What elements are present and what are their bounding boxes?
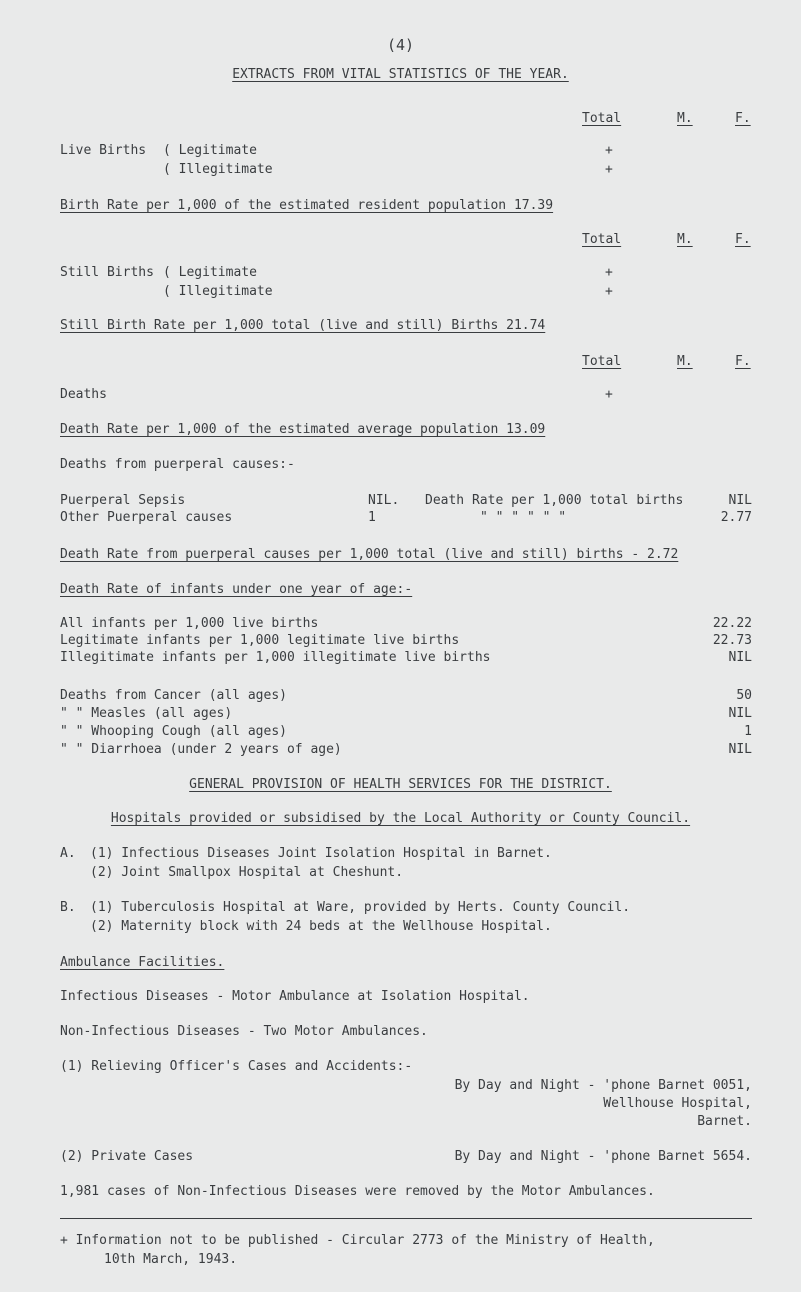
col-header-total: Total [582, 111, 622, 126]
private-label: (2) Private Cases [60, 1149, 194, 1164]
relieving-line3: Barnet. [697, 1114, 752, 1129]
relieving-label: (1) Relieving Officer's Cases and Accidents:- [60, 1059, 413, 1074]
infant-legit-label: Legitimate infants per 1,000 legitimate live births [60, 633, 460, 648]
still-birth-rate: Still Birth Rate per 1,000 total (live and still) Births 21.74 [60, 318, 546, 333]
death-rate: Death Rate per 1,000 of the estimated average population 13.09 [60, 422, 546, 437]
ambulance-infectious: Infectious Diseases - Motor Ambulance at Isolation Hospital. [60, 989, 530, 1004]
still-births-illegitimate-total: + [605, 284, 613, 299]
measles-value: NIL [728, 706, 752, 721]
still-births-label: Still Births [60, 265, 154, 280]
general-heading: GENERAL PROVISION OF HEALTH SERVICES FOR THE DISTRICT. [189, 777, 612, 792]
footnote-line2: 10th March, 1943. [104, 1252, 238, 1267]
col-header-f: F. [735, 111, 751, 126]
infant-legit-value: 22.73 [712, 633, 752, 648]
still-births-legitimate: ( Legitimate [163, 265, 257, 280]
other-puerperal-desc: " " " " " " [480, 510, 567, 525]
hospital-a1: (1) Infectious Diseases Joint Isolation Hospital in Barnet. [90, 846, 552, 861]
puerperal-sepsis-desc: Death Rate per 1,000 total births [425, 493, 684, 508]
other-puerperal-count: 1 [368, 510, 376, 525]
puerperal-sepsis-label: Puerperal Sepsis [60, 493, 186, 508]
footnote-line1: + Information not to be published - Circular 2773 of the Ministry of Health, [60, 1233, 655, 1248]
birth-rate: Birth Rate per 1,000 of the estimated resident population 17.39 [60, 198, 554, 213]
puerperal-sepsis-value: NIL [728, 493, 752, 508]
live-births-illegitimate-total: + [605, 162, 613, 177]
infant-illegit-label: Illegitimate infants per 1,000 illegitimate live births [60, 650, 491, 665]
diarrhoea-label: " " Diarrhoea (under 2 years of age) [60, 742, 342, 757]
puerperal-sepsis-count: NIL. [368, 493, 400, 508]
puerperal-rate: Death Rate from puerperal causes per 1,000 total (live and still) births - 2.72 [60, 547, 679, 562]
relieving-line1: By Day and Night - 'phone Barnet 0051, [454, 1078, 752, 1093]
page-title: EXTRACTS FROM VITAL STATISTICS OF THE YEAR. [232, 67, 569, 82]
infant-illegit-value: NIL [728, 650, 752, 665]
infant-all-value: 22.22 [712, 616, 752, 631]
ambulance-cases: 1,981 cases of Non-Infectious Diseases were removed by the Motor Ambulances. [60, 1184, 655, 1199]
cancer-label: Deaths from Cancer (all ages) [60, 688, 287, 703]
ambulance-heading: Ambulance Facilities. [60, 955, 225, 970]
measles-label: " " Measles (all ages) [60, 706, 233, 721]
live-births-illegitimate: ( Illegitimate [163, 162, 273, 177]
live-births-legitimate: ( Legitimate [163, 143, 257, 158]
section-b-label: B. [60, 900, 76, 915]
still-births-legitimate-total: + [605, 265, 613, 280]
hospital-b2: (2) Maternity block with 24 beds at the Wellhouse Hospital. [90, 919, 552, 934]
live-births-legitimate-total: + [605, 143, 613, 158]
infant-all-label: All infants per 1,000 live births [60, 616, 319, 631]
infant-heading: Death Rate of infants under one year of age:- [60, 582, 413, 597]
whooping-label: " " Whooping Cough (all ages) [60, 724, 287, 739]
hospital-a2: (2) Joint Smallpox Hospital at Cheshunt. [90, 865, 404, 880]
col-header-f: F. [735, 232, 751, 247]
deaths-label: Deaths [60, 387, 107, 402]
whooping-value: 1 [744, 724, 752, 739]
col-header-total: Total [582, 354, 622, 369]
other-puerperal-label: Other Puerperal causes [60, 510, 233, 525]
still-births-illegitimate: ( Illegitimate [163, 284, 273, 299]
section-a-label: A. [60, 846, 76, 861]
puerperal-heading: Deaths from puerperal causes:- [60, 457, 295, 472]
relieving-line2: Wellhouse Hospital, [603, 1096, 752, 1111]
ambulance-non-infectious: Non-Infectious Diseases - Two Motor Ambulances. [60, 1024, 428, 1039]
col-header-total: Total [582, 232, 622, 247]
page-number: (4) [386, 36, 415, 54]
footnote-rule [60, 1218, 752, 1219]
hospital-b1: (1) Tuberculosis Hospital at Ware, provided by Herts. County Council. [90, 900, 631, 915]
deaths-total: + [605, 387, 613, 402]
col-header-m: M. [677, 354, 693, 369]
col-header-m: M. [677, 111, 693, 126]
diarrhoea-value: NIL [728, 742, 752, 757]
col-header-m: M. [677, 232, 693, 247]
hospitals-heading: Hospitals provided or subsidised by the Local Authority or County Council. [110, 811, 691, 826]
col-header-f: F. [735, 354, 751, 369]
other-puerperal-value: 2.77 [720, 510, 752, 525]
private-line: By Day and Night - 'phone Barnet 5654. [454, 1149, 752, 1164]
live-births-label: Live Births [60, 143, 147, 158]
cancer-value: 50 [736, 688, 752, 703]
